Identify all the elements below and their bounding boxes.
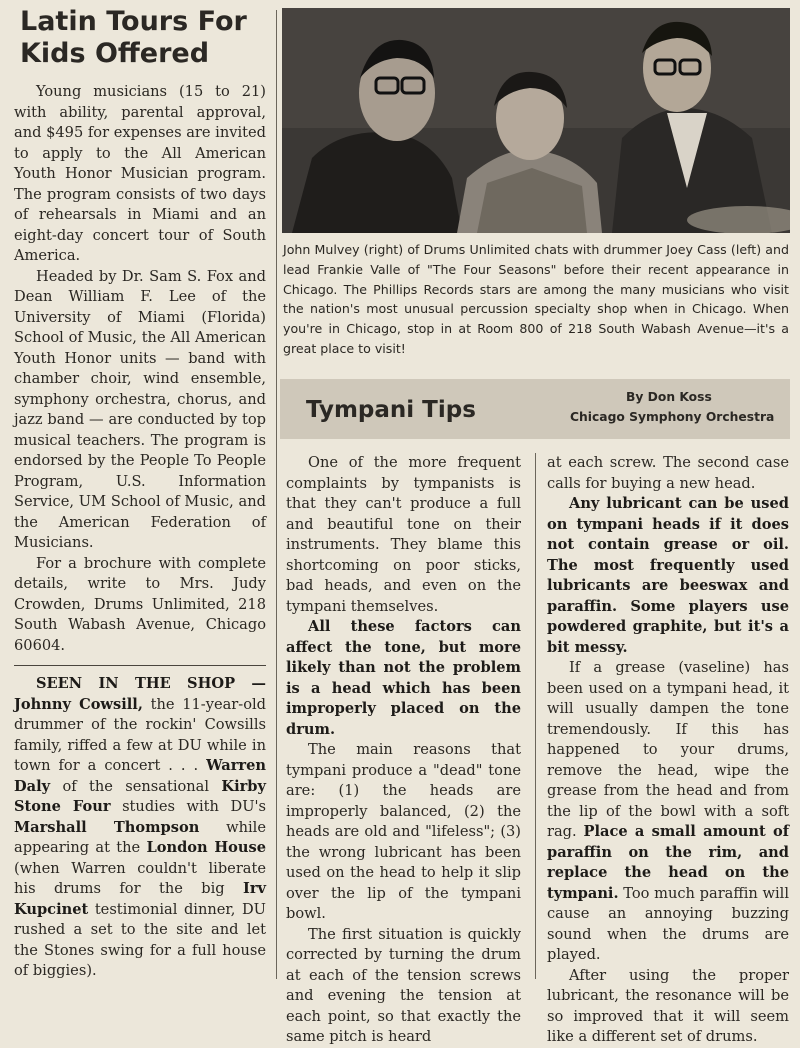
tympani-paragraph: The first situation is quickly corrected by turning the drum at each of the tension screws and evening the tension at each point, so that exactly the same pitch is heard bbox=[286, 925, 521, 1045]
column-rule bbox=[535, 453, 536, 979]
article-paragraph: Headed by Dr. Sam S. Fox and Dean William F. Lee of the University of Miami (Florida) School of Music, the All American Youth Honor units — band with chamber choir, wind ensemble, symphony orchestra, chorus, and jazz band — are conducted by top musical teachers. The program is endorsed by the People To People Program, U.S. Information Service, UM School of Music, and the American Federation of Musicians. bbox=[14, 267, 266, 551]
article-body bbox=[14, 82, 266, 656]
tympani-paragraph: at each screw. The second case calls for buying a new head. bbox=[547, 454, 789, 492]
shop-name: Johnny Cowsill, bbox=[14, 695, 143, 713]
tympani-column-2 bbox=[547, 453, 789, 1048]
photo-three-men bbox=[282, 8, 790, 233]
column-title: Tympani Tips bbox=[306, 397, 476, 423]
headline-line-2: Kids Offered bbox=[20, 38, 210, 69]
shop-name: London House bbox=[146, 839, 266, 856]
tympani-column-1 bbox=[286, 453, 521, 1048]
section-divider bbox=[14, 665, 266, 666]
shop-text: (when Warren couldn't liberate his drums for the big bbox=[14, 859, 266, 897]
shop-name: Irv Kupcinet bbox=[14, 880, 266, 918]
photo-caption: John Mulvey (right) of Drums Unlimited chats with drummer Joey Cass (left) and lead Frankie Valle of "The Four Seasons" before their recent appearance in Chicago. The Phillips Records stars are among the many musicians who visit the nation's most unusual percussion specialty shop when in Chicago. When you're in Chicago, stop in at Room 800 of 218 South Wabash Avenue—it's a great place to visit! bbox=[283, 242, 789, 356]
plain-text: If a grease (vaseline) has been used on a tympani head, it will usually dampen the tone tremendously. If this has happened to your drums, remove the head, wipe the grease from the head and from the lip of the bowl with a soft rag. bbox=[547, 659, 789, 840]
tympani-paragraph bbox=[547, 658, 789, 966]
plain-text: Too much paraffin will cause an annoying buzzing sound when the drums are played. bbox=[547, 884, 789, 963]
byline-author: By Don Koss bbox=[626, 390, 712, 404]
shop-lead: SEEN IN THE SHOP — bbox=[36, 675, 266, 692]
column-rule bbox=[276, 10, 277, 979]
byline bbox=[570, 387, 774, 427]
tympani-paragraph: One of the more frequent complaints by tympanists is that they can't produce a full and beautiful tone on their instruments. They blame this shortcoming on poor sticks, bad heads, and even on the tympani themselves. bbox=[286, 454, 521, 615]
tympani-paragraph: After using the proper lubricant, the resonance will be so improved that it will seem like a different set of drums. bbox=[547, 966, 789, 1045]
article-headline bbox=[20, 6, 266, 70]
shop-text: of the sensational bbox=[50, 777, 222, 795]
tympani-paragraph-bold bbox=[547, 494, 789, 658]
byline-affiliation: Chicago Symphony Orchestra bbox=[570, 410, 775, 424]
bold-text: All these factors can affect the tone, but more likely than not the problem is a head which has been improperly placed on the drum. bbox=[286, 618, 521, 738]
headline-line-1: Latin Tours For bbox=[20, 6, 247, 37]
tympani-banner bbox=[280, 379, 790, 439]
left-column bbox=[14, 6, 266, 982]
shop-text: studies with DU's bbox=[110, 798, 266, 815]
shop-name: Warren Daly bbox=[14, 757, 266, 795]
news-photo bbox=[282, 8, 790, 233]
shop-text: the 11-year-old drummer of the rockin' Cowsills family, riffed a few at DU while in town for a concert . . . bbox=[14, 695, 267, 774]
bold-text: Any lubricant can be used on tympani heads if it does not contain grease or oil. The most frequently used lubricants are beeswax and paraffin. Some players use powdered graphite, but it's a bit messy. bbox=[547, 495, 789, 656]
shop-name: Marshall Thompson bbox=[14, 818, 200, 836]
tympani-paragraph-bold bbox=[286, 617, 521, 740]
article-paragraph: For a brochure with complete details, write to Mrs. Judy Crowden, Drums Unlimited, 218 South Wabash Avenue, Chicago 60604. bbox=[14, 554, 266, 654]
shop-item-text bbox=[14, 674, 266, 982]
shop-name: Kirby Stone Four bbox=[14, 777, 266, 815]
shop-text: while appearing at the bbox=[14, 818, 266, 856]
article-paragraph: Young musicians (15 to 21) with ability, parental approval, and $495 for expenses are invited to apply to the All American Youth Honor Musician program. The program consists of two days of rehearsals in Miami and an eight-day concert tour of South America. bbox=[14, 83, 266, 264]
tympani-paragraph: The main reasons that tympani produce a "dead" tone are: (1) the heads are improperly balanced, (2) the heads are old and "lifeless"; (3) the wrong lubricant has been used on the head to help it slip over the lip of the tympani bowl. bbox=[286, 741, 521, 922]
bold-text: Place a small amount of paraffin on the rim, and replace the head on the tympani. bbox=[547, 823, 790, 902]
shop-text: testimonial dinner, DU rushed a set to the site and let the Stones swing for a full house of biggies). bbox=[14, 900, 266, 979]
